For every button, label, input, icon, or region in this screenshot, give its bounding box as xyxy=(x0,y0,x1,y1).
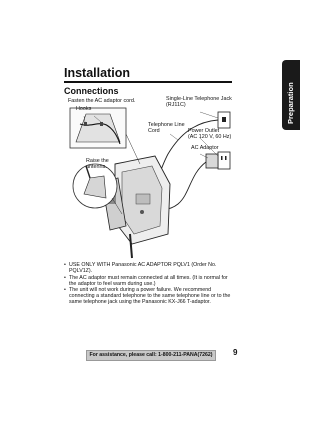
power-outlet-label-1: Power Outlet xyxy=(188,128,220,134)
hook-left xyxy=(84,122,87,126)
telephone-jack-label-1: Single-Line Telephone Jack xyxy=(166,96,232,102)
notes-list xyxy=(64,262,236,306)
page-title: Installation xyxy=(64,66,130,80)
ac-adaptor xyxy=(206,154,218,168)
page-number: 9 xyxy=(233,348,238,357)
telephone-line-cord-label-1: Telephone Line xyxy=(148,122,185,128)
hooks-label: Hooks xyxy=(76,106,92,112)
note-item: • The unit will not work during a power failure. We recommend connecting a standard telephone to the same telephone line or to the same telephone jack using the Panasonic KX-J66 T-adaptor. xyxy=(64,287,236,305)
power-outlet xyxy=(218,152,230,169)
hook-right xyxy=(100,122,103,126)
note-item: • The AC adaptor must remain connected at all times. (It is normal for the adaptor to feel warm during use.) xyxy=(64,275,236,287)
section-side-tab xyxy=(282,60,300,130)
base-unit xyxy=(115,156,170,244)
section-title: Connections xyxy=(64,86,119,96)
raise-antenna-label-1: Raise the xyxy=(86,158,109,164)
power-outlet-label-2: (AC 120 V, 60 Hz) xyxy=(188,134,232,140)
title-divider xyxy=(64,81,232,83)
fasten-cord-label: Fasten the AC adaptor cord. xyxy=(68,98,136,104)
ac-adaptor-label: AC Adaptor xyxy=(191,145,219,151)
telephone-line-cord-label-2: Cord xyxy=(148,128,160,134)
note-item: • USE ONLY WITH Panasonic AC ADAPTOR PQLV1 (Order No. PQLV1Z). xyxy=(64,262,236,274)
side-tab-label: Preparation xyxy=(286,82,295,124)
connection-diagram xyxy=(60,94,240,259)
assistance-footer: For assistance, please call: 1-800-211-PANA(7262) xyxy=(86,350,216,361)
raise-antenna-label-2: antenna. xyxy=(86,164,107,170)
telephone-jack-label-2: (RJ11C) xyxy=(166,102,186,108)
